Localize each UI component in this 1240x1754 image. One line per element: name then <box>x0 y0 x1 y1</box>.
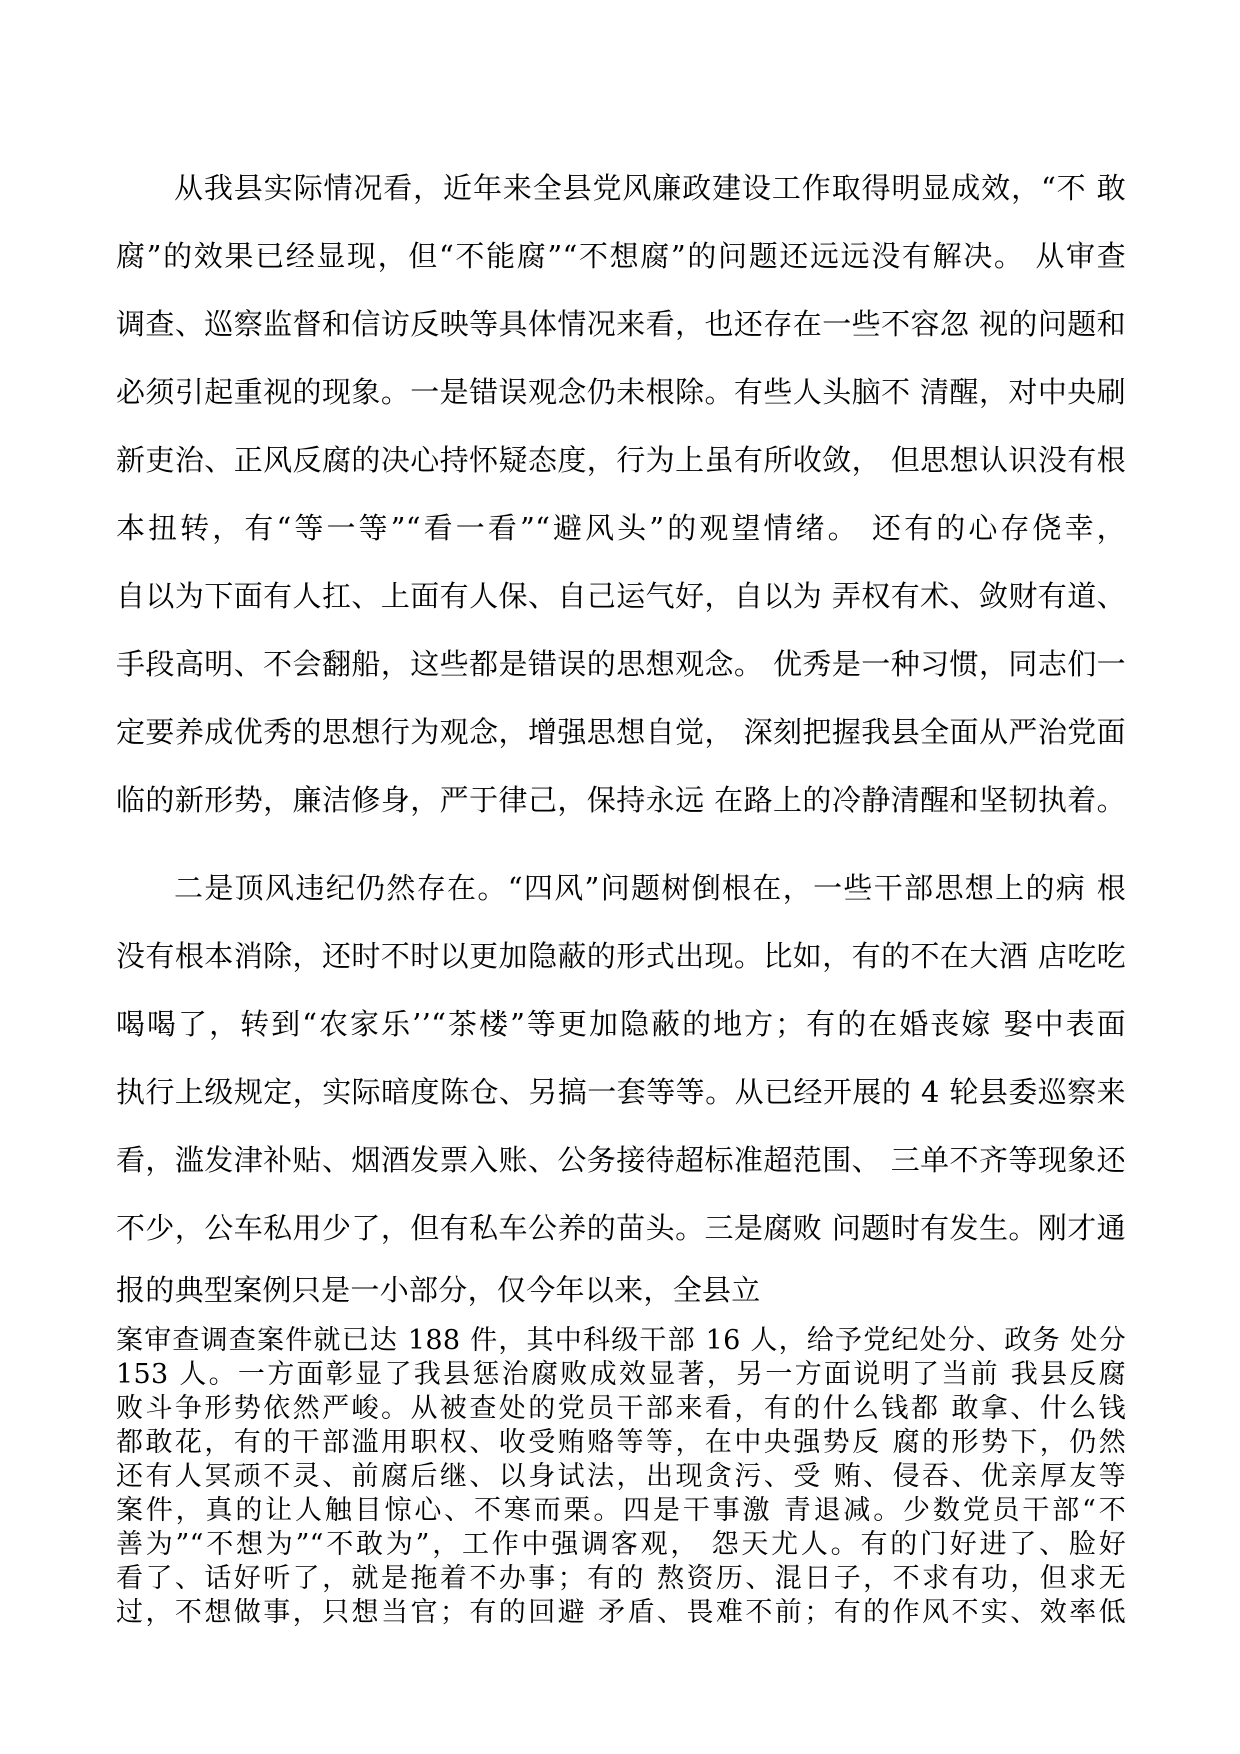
text-line: 过，不想做事，只想当官；有的回避 矛盾、畏难不前；有的作风不实、效率低 <box>116 1597 1126 1628</box>
text-line: 看了、话好听了，就是拖着不办事；有的 熬资历、混日子，不求有功，但求无 <box>116 1563 1126 1594</box>
text-line: 临的新形势，廉洁修身，严于律己，保持永远 在路上的冷静清醒和坚韧执着。 <box>116 783 1126 817</box>
text-line: 腐”的效果已经显现，但“不能腐”“不想腐”的问题还远远没有解决。 从审查 <box>116 239 1126 273</box>
text-line: 手段高明、不会翻船，这些都是错误的思想观念。 优秀是一种习惯，同志们一 <box>116 647 1126 681</box>
text-line: 案件，真的让人触目惊心、不寒而栗。四是干事激 青退减。少数党员干部“不 <box>116 1495 1126 1526</box>
text-line: 善为”“不想为”“不敢为”，工作中强调客观， 怨天尤人。有的门好进了、脸好 <box>116 1529 1126 1560</box>
text-line: 不少，公车私用少了，但有私车公养的苗头。三是腐败 问题时有发生。刚才通 <box>116 1211 1126 1245</box>
text-line: 从我县实际情况看，近年来全县党风廉政建设工作取得明显成效，“不 敢 <box>174 171 1126 205</box>
text-line: 还有人冥顽不灵、前腐后继、以身试法，出现贪污、受 贿、侵吞、优亲厚友等 <box>116 1461 1126 1492</box>
text-line: 看，滥发津补贴、烟酒发票入账、公务接待超标准超范围、 三单不齐等现象还 <box>116 1143 1126 1177</box>
text-line: 本扭转，有“等一等”“看一看”“避风头”的观望情绪。 还有的心存侥幸， <box>116 511 1126 545</box>
text-line: 喝喝了，转到“农家乐’’“茶楼”等更加隐蔽的地方；有的在婚丧嫁 娶中表面 <box>116 1007 1126 1041</box>
text-line: 153 人。一方面彰显了我县惩治腐败成效显著，另一方面说明了当前 我县反腐 <box>116 1359 1126 1390</box>
text-line: 调查、巡察监督和信访反映等具体情况来看，也还存在一些不容忽 视的问题和 <box>116 307 1126 341</box>
text-line: 没有根本消除，还时不时以更加隐蔽的形式出现。比如，有的不在大酒 店吃吃 <box>116 939 1126 973</box>
text-line: 定要养成优秀的思想行为观念，增强思想自觉， 深刻把握我县全面从严治党面 <box>116 715 1126 749</box>
text-line: 都敢花，有的干部滥用职权、收受贿赂等等，在中央强势反 腐的形势下，仍然 <box>116 1427 1126 1458</box>
text-line: 案审查调查案件就已达 188 件，其中科级干部 16 人，给予党纪处分、政务 处分 <box>116 1325 1126 1356</box>
text-line: 必须引起重视的现象。一是错误观念仍未根除。有些人头脑不 清醒，对中央刷 <box>116 375 1126 409</box>
text-line: 自以为下面有人扛、上面有人保、自己运气好，自以为 弄权有术、敛财有道、 <box>116 579 1126 613</box>
text-line: 二是顶风违纪仍然存在。“四风”问题树倒根在，一些干部思想上的病 根 <box>174 871 1126 905</box>
text-line: 报的典型案例只是一小部分，仅今年以来，全县立 <box>116 1273 761 1307</box>
text-line: 执行上级规定，实际暗度陈仓、另搞一套等等。从已经开展的 4 轮县委巡察来 <box>116 1075 1126 1109</box>
text-line: 败斗争形势依然严峻。从被查处的党员干部来看，有的什么钱都 敢拿、什么钱 <box>116 1393 1126 1424</box>
text-line: 新吏治、正风反腐的决心持怀疑态度，行为上虽有所收敛， 但思想认识没有根 <box>116 443 1126 477</box>
